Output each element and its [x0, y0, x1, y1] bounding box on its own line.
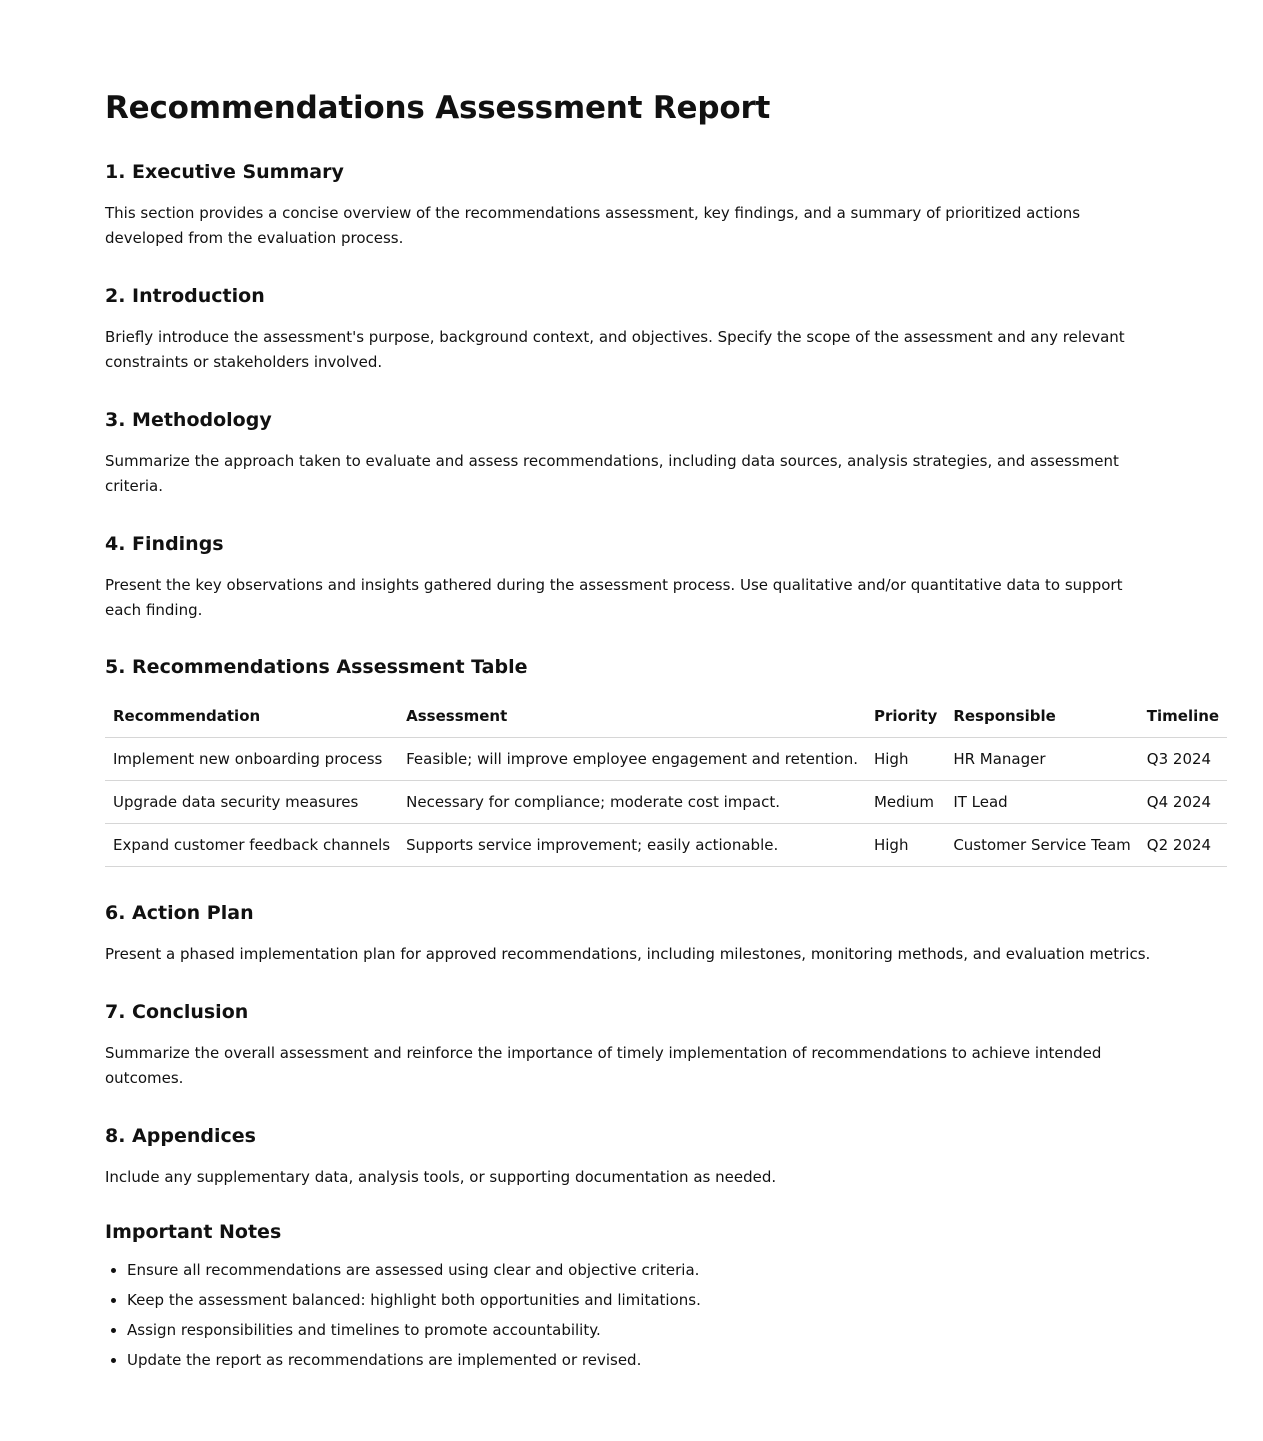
section-appendices [105, 1124, 1158, 1190]
table-row [105, 781, 1227, 824]
cell-timeline: Q3 2024 [1139, 738, 1227, 781]
list-item: • Assign responsibilities and timelines to promote accountability. [127, 1318, 1158, 1342]
section-heading: 2. Introduction [105, 285, 265, 307]
column-header-responsible: Responsible [945, 695, 1138, 738]
cell-recommendation: Upgrade data security measures [105, 781, 398, 824]
section-text: Present a phased implementation plan for approved recommendations, including milestones, monitoring methods, and evaluation metrics. [105, 945, 1151, 963]
section-executive-summary [105, 160, 1158, 251]
cell-responsible: HR Manager [945, 738, 1138, 781]
table-header-row [105, 695, 1227, 738]
section-heading: 3. Methodology [105, 409, 272, 431]
section-heading: 5. Recommendations Assessment Table [105, 656, 528, 678]
list-item: • Keep the assessment balanced: highlight both opportunities and limitations. [127, 1288, 1158, 1312]
section-heading: 1. Executive Summary [105, 161, 344, 183]
section-introduction [105, 284, 1158, 375]
list-item: • Update the report as recommendations are implemented or revised. [127, 1348, 1158, 1372]
notes-heading: Important Notes [105, 1221, 282, 1243]
section-heading: 6. Action Plan [105, 902, 254, 924]
column-header-recommendation: Recommendation [105, 695, 398, 738]
section-heading: 4. Findings [105, 533, 224, 555]
notes-list [105, 1258, 1158, 1372]
column-header-assessment: Assessment [398, 695, 866, 738]
important-notes [105, 1220, 1158, 1369]
section-findings [105, 532, 1158, 623]
section-conclusion [105, 1000, 1158, 1091]
section-heading: 7. Conclusion [105, 1001, 249, 1023]
page-title: Recommendations Assessment Report [105, 90, 771, 126]
cell-responsible: Customer Service Team [945, 824, 1138, 867]
column-header-timeline: Timeline [1139, 695, 1227, 738]
section-text: Briefly introduce the assessment's purpose, background context, and objectives. Specify the scope of the assessment and any relevant constraints or stakeholders involved. [105, 328, 1125, 371]
cell-assessment: Necessary for compliance; moderate cost impact. [398, 781, 866, 824]
section-text: Present the key observations and insights gathered during the assessment process. Use qualitative and/or quantitative data to support each finding. [105, 576, 1123, 619]
list-item: • Ensure all recommendations are assessed using clear and objective criteria. [127, 1258, 1158, 1282]
cell-timeline: Q4 2024 [1139, 781, 1227, 824]
cell-assessment: Feasible; will improve employee engagement and retention. [398, 738, 866, 781]
section-text: Summarize the overall assessment and reinforce the importance of timely implementation of recommendations to achieve intended outcomes. [105, 1044, 1102, 1087]
recommendations-table [105, 695, 1227, 867]
table-row [105, 738, 1227, 781]
section-methodology [105, 408, 1158, 499]
cell-priority: High [866, 738, 945, 781]
notes-scroll-area [105, 1258, 1158, 1369]
cell-timeline: Q2 2024 [1139, 824, 1227, 867]
section-assessment-table [105, 655, 1220, 867]
section-text: Summarize the approach taken to evaluate and assess recommendations, including data sources, analysis strategies, and assessment criteria. [105, 452, 1119, 495]
cell-responsible: IT Lead [945, 781, 1138, 824]
cell-recommendation: Implement new onboarding process [105, 738, 398, 781]
column-header-priority: Priority [866, 695, 945, 738]
section-action-plan [105, 901, 1158, 967]
cell-assessment: Supports service improvement; easily actionable. [398, 824, 866, 867]
cell-priority: High [866, 824, 945, 867]
cell-priority: Medium [866, 781, 945, 824]
cell-recommendation: Expand customer feedback channels [105, 824, 398, 867]
section-text: This section provides a concise overview of the recommendations assessment, key findings, and a summary of prioritized actions developed from the evaluation process. [105, 204, 1081, 247]
table-row [105, 824, 1227, 867]
section-heading: 8. Appendices [105, 1125, 256, 1147]
section-text: Include any supplementary data, analysis tools, or supporting documentation as needed. [105, 1168, 777, 1186]
